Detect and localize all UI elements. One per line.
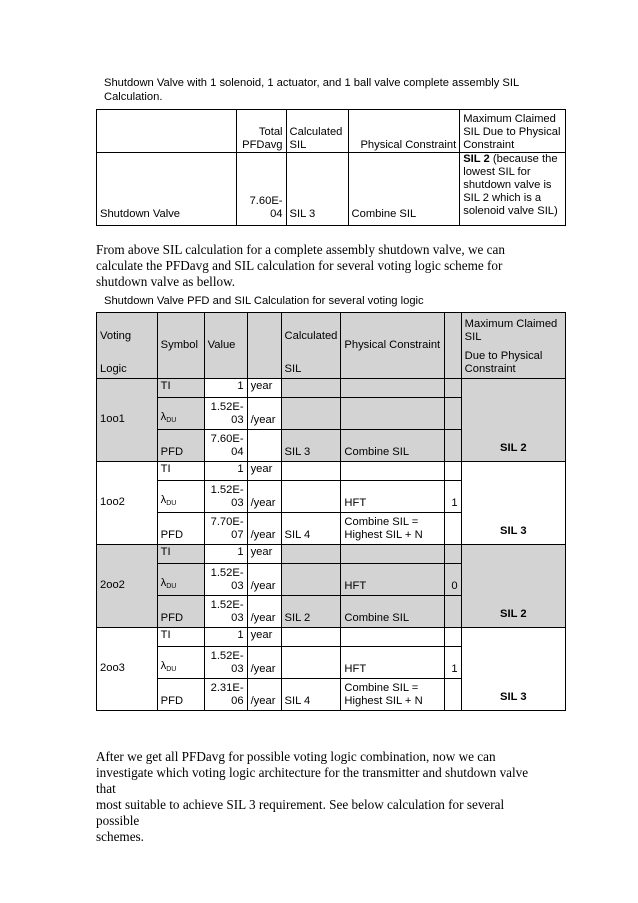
- unit-lambda: /year: [247, 481, 281, 513]
- sil-lambda-blank: [281, 564, 341, 596]
- sil-ti-blank: [281, 379, 341, 398]
- unit-ti: year: [247, 379, 281, 398]
- unit-lambda: /year: [247, 647, 281, 679]
- lambda-sub: DU: [166, 417, 177, 424]
- value-pfd: 7.60E- 04: [204, 430, 247, 462]
- header-physical-constraint: Physical Constraint: [348, 110, 460, 153]
- value-ti: 1: [204, 462, 247, 481]
- lambda-symbol: λ: [160, 577, 167, 589]
- table1-row-shutdown-valve: [97, 153, 566, 226]
- unit-pfd: /year: [247, 596, 281, 628]
- unit-pfd: /year: [247, 513, 281, 545]
- hft-value: 0: [444, 564, 461, 596]
- unit-lambda: /year: [247, 398, 281, 430]
- unit-pfd: /year: [247, 679, 281, 711]
- row-max-claimed: [460, 153, 566, 226]
- max-claimed-sil: SIL 2: [500, 442, 527, 454]
- shutdown-valve-sil-table: [96, 109, 566, 226]
- constraint-pfd: Combine SIL: [341, 596, 444, 628]
- hft-value: 1: [444, 481, 461, 513]
- sil-ti-blank: [281, 545, 341, 564]
- symbol-lambda: [157, 398, 204, 430]
- row-max-rest: (because the lowest SIL for shutdown valve is SIL 2 which is a solenoid valve SIL): [463, 153, 558, 217]
- hft-pfd-blank: [444, 596, 461, 628]
- hft-ti-blank: [444, 545, 461, 564]
- symbol-lambda: [157, 481, 204, 513]
- table2-row-ti: [97, 379, 566, 398]
- max-claimed-cell: [461, 462, 565, 545]
- hft-pfd-blank: [444, 513, 461, 545]
- max-claimed-cell: [461, 628, 565, 711]
- header-logic: Logic: [100, 363, 127, 375]
- value-pfd: 7.70E- 07: [204, 513, 247, 545]
- header-voting-logic: [97, 313, 158, 379]
- lambda-sub: DU: [166, 666, 177, 673]
- hft-ti-blank: [444, 628, 461, 647]
- symbol-ti: TI: [157, 628, 204, 647]
- max-claimed-cell: [461, 545, 565, 628]
- sil-lambda-blank: [281, 481, 341, 513]
- value-lambda: 1.52E- 03: [204, 398, 247, 430]
- paragraph-conclusion: After we get all PFDavg for possible voting logic combination, now we can investigate which voting logic architecture for the transmitter and shutdown valve that most suitable to achieve SIL 3 requirement. See below calculation for several possible schemes.: [96, 749, 529, 844]
- sil-pfd: SIL 4: [281, 513, 341, 545]
- unit-ti: year: [247, 462, 281, 481]
- constraint-lambda: HFT: [341, 481, 444, 513]
- constraint-ti-blank: [341, 379, 444, 398]
- voting-logic-cell: 1oo1: [97, 379, 158, 462]
- table2-row-ti: [97, 628, 566, 647]
- row-constraint: Combine SIL: [348, 153, 460, 226]
- value-lambda: 1.52E- 03: [204, 481, 247, 513]
- header-max2: Due to Physical Constraint: [464, 350, 543, 375]
- header-max1: Maximum Claimed SIL: [464, 318, 558, 343]
- hft-pfd-blank: [444, 679, 461, 711]
- hft-value: 1: [444, 647, 461, 679]
- lambda-sub: DU: [166, 583, 177, 590]
- table2-row-ti: [97, 462, 566, 481]
- symbol-ti: TI: [157, 379, 204, 398]
- value-ti: 1: [204, 545, 247, 564]
- value-pfd: 2.31E- 06: [204, 679, 247, 711]
- unit-ti: year: [247, 628, 281, 647]
- table1-header-row: [97, 110, 566, 153]
- hft-ti-blank: [444, 462, 461, 481]
- unit-lambda: /year: [247, 564, 281, 596]
- row-max-bold: SIL 2: [463, 153, 490, 165]
- header-max: [461, 313, 565, 379]
- header-hft-blank: [444, 313, 461, 379]
- sil-pfd: SIL 4: [281, 679, 341, 711]
- lambda-sub: DU: [166, 500, 177, 507]
- table2-row-ti: [97, 545, 566, 564]
- constraint-ti-blank: [341, 628, 444, 647]
- header-total-pfdavg: Total PFDavg: [236, 110, 286, 153]
- header-voting: Voting: [100, 330, 132, 342]
- lambda-symbol: λ: [160, 660, 167, 672]
- header-max-claimed-sil: Maximum Claimed SIL Due to Physical Constraint: [460, 110, 566, 153]
- value-ti: 1: [204, 628, 247, 647]
- value-lambda: 1.52E- 03: [204, 647, 247, 679]
- header-calculated: Calculated: [284, 330, 338, 342]
- table2-header-row: [97, 313, 566, 379]
- lambda-symbol: λ: [160, 494, 167, 506]
- constraint-lambda: HFT: [341, 647, 444, 679]
- constraint-pfd: Combine SIL = Highest SIL + N: [341, 679, 444, 711]
- paragraph-intro: From above SIL calculation for a complete assembly shutdown valve, we can calculate the PFDavg and SIL calculation for several voting logic scheme for shutdown valve as bellow.: [96, 242, 505, 289]
- header-sil: SIL: [284, 363, 302, 375]
- hft-pfd-blank: [444, 430, 461, 462]
- constraint-lambda: HFT: [341, 564, 444, 596]
- row-pfdavg: 7.60E-04: [236, 153, 286, 226]
- sil-lambda-blank: [281, 398, 341, 430]
- sil-ti-blank: [281, 462, 341, 481]
- header-calculated-sil: Calculated SIL: [286, 110, 348, 153]
- table2-caption: Shutdown Valve PFD and SIL Calculation for several voting logic: [104, 295, 424, 307]
- sil-lambda-blank: [281, 647, 341, 679]
- symbol-ti: TI: [157, 462, 204, 481]
- constraint-ti-blank: [341, 462, 444, 481]
- table1-caption: Shutdown Valve with 1 solenoid, 1 actuator, and 1 ball valve complete assembly SIL Calculation.: [104, 77, 520, 103]
- sil-pfd: SIL 3: [281, 430, 341, 462]
- value-pfd: 1.52E- 03: [204, 596, 247, 628]
- voting-logic-cell: 2oo2: [97, 545, 158, 628]
- symbol-ti: TI: [157, 545, 204, 564]
- sil-pfd: SIL 2: [281, 596, 341, 628]
- header-unit-blank: [247, 313, 281, 379]
- row-name: Shutdown Valve: [97, 153, 237, 226]
- value-ti: 1: [204, 379, 247, 398]
- voting-logic-cell: 1oo2: [97, 462, 158, 545]
- constraint-pfd: Combine SIL: [341, 430, 444, 462]
- header-symbol: Symbol: [157, 313, 204, 379]
- symbol-pfd: PFD: [157, 430, 204, 462]
- symbol-lambda: [157, 564, 204, 596]
- voting-logic-cell: 2oo3: [97, 628, 158, 711]
- constraint-ti-blank: [341, 545, 444, 564]
- voting-logic-table: [96, 312, 566, 711]
- max-claimed-sil: SIL 3: [500, 691, 527, 703]
- value-lambda: 1.52E- 03: [204, 564, 247, 596]
- max-claimed-sil: SIL 3: [500, 525, 527, 537]
- header-physical: Physical Constraint: [341, 313, 444, 379]
- hft-ti-blank: [444, 379, 461, 398]
- unit-ti: year: [247, 545, 281, 564]
- unit-pfd: [247, 430, 281, 462]
- sil-ti-blank: [281, 628, 341, 647]
- header-calculated-sil: [281, 313, 341, 379]
- max-claimed-cell: [461, 379, 565, 462]
- symbol-lambda: [157, 647, 204, 679]
- symbol-pfd: PFD: [157, 596, 204, 628]
- constraint-lambda: [341, 398, 444, 430]
- symbol-pfd: PFD: [157, 513, 204, 545]
- symbol-pfd: PFD: [157, 679, 204, 711]
- hft-value: [444, 398, 461, 430]
- row-sil: SIL 3: [286, 153, 348, 226]
- max-claimed-sil: SIL 2: [500, 608, 527, 620]
- header-value: Value: [204, 313, 247, 379]
- lambda-symbol: λ: [160, 411, 167, 423]
- header-blank: [97, 110, 237, 153]
- constraint-pfd: Combine SIL = Highest SIL + N: [341, 513, 444, 545]
